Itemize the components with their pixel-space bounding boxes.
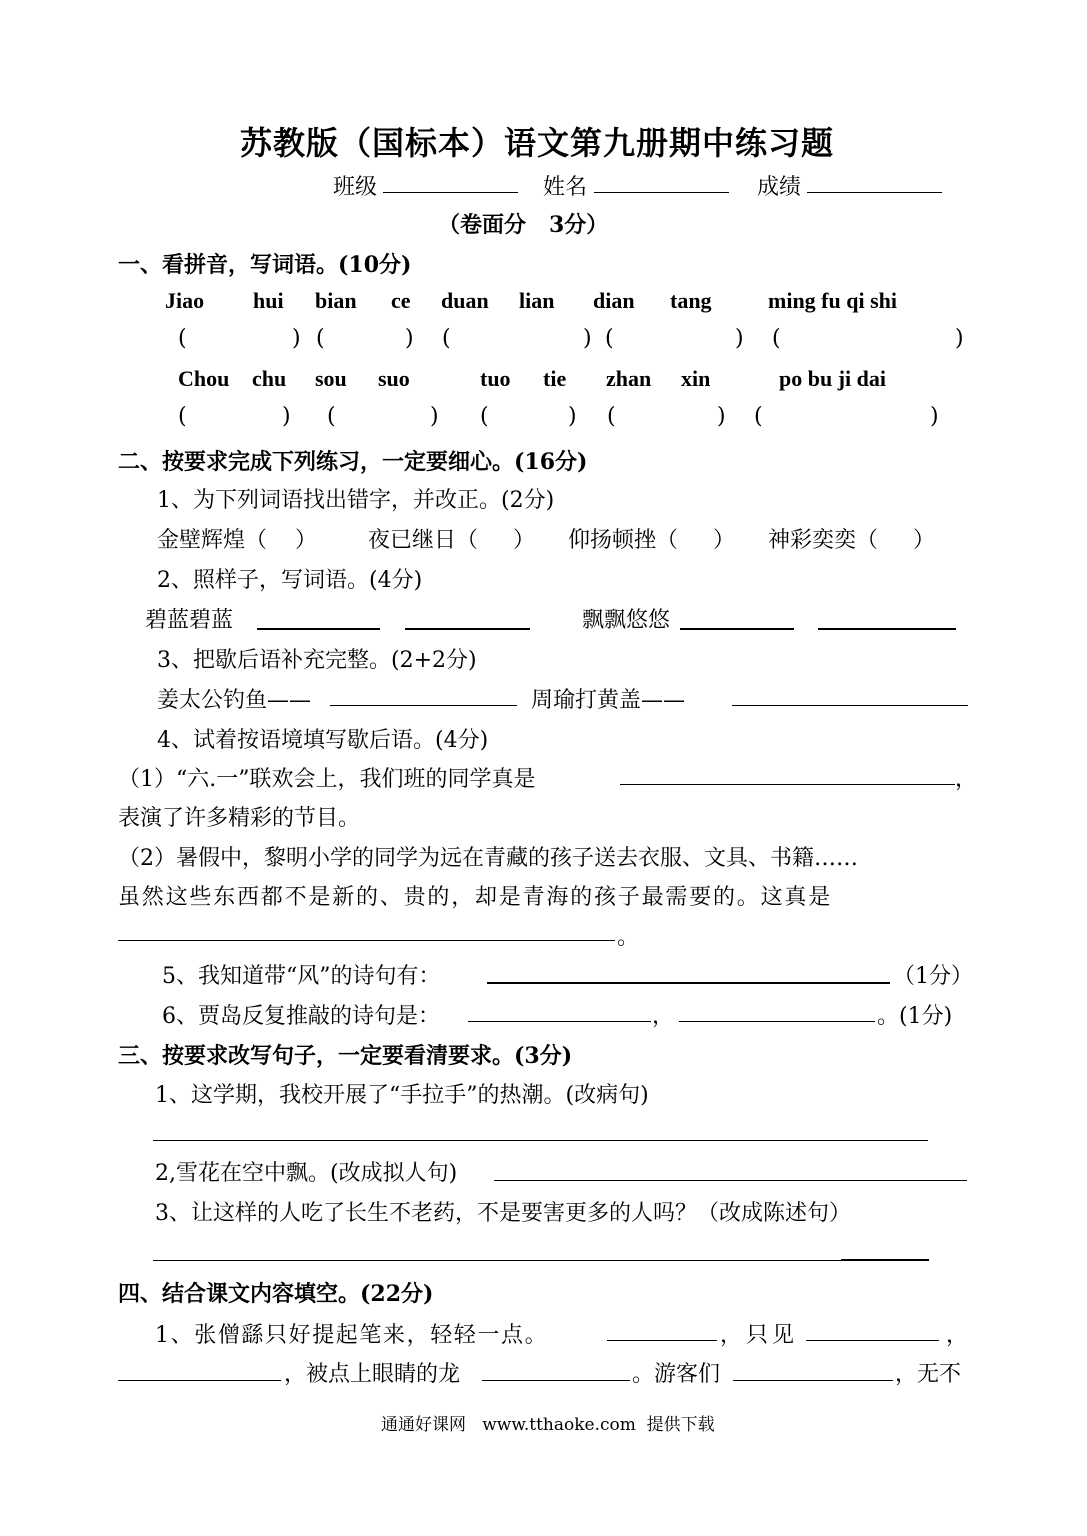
context-2-end: 。	[617, 925, 640, 950]
answer-paren-close: )	[717, 404, 726, 429]
answer-blank[interactable]	[482, 1380, 630, 1381]
question-2-5: 5、我知道带“风”的诗句有：	[162, 964, 441, 989]
fill-text: ，只见	[720, 1323, 799, 1348]
context-1-comma: ，	[955, 767, 978, 792]
answer-line[interactable]	[153, 1260, 841, 1261]
answer-blank[interactable]	[806, 1340, 939, 1341]
question-2-6: 6、贾岛反复推敲的诗句是：	[162, 1004, 440, 1029]
answer-paren-open: (	[178, 404, 187, 429]
fill-text: 1、张僧繇只好提起笔来，轻轻一点。	[155, 1323, 549, 1348]
pinyin-item: Jiao	[165, 288, 205, 313]
answer-paren-open: (	[442, 326, 451, 351]
question-2-6-end: 。(1分)	[877, 1004, 953, 1029]
example-word: 碧蓝碧蓝	[145, 608, 234, 633]
answer-paren-close: )	[735, 326, 744, 351]
section-2-heading: 二、按要求完成下列练习，一定要细心。(16分)	[118, 449, 588, 475]
page-footer: 通通好课网 www.tthaoke.com 提供下载	[381, 1415, 715, 1435]
pinyin-item: zhan	[606, 366, 652, 391]
answer-line[interactable]	[841, 1259, 929, 1261]
question-3-2: 2,雪花在空中飘。(改成拟人句)	[155, 1161, 458, 1186]
pinyin-item: tuo	[480, 366, 511, 391]
answer-blank[interactable]	[487, 982, 890, 984]
answer-blank[interactable]	[118, 940, 615, 941]
answer-paren-open: (	[178, 326, 187, 351]
answer-blank[interactable]	[733, 1380, 893, 1381]
example-word: 飘飘悠悠	[582, 608, 671, 633]
answer-paren-close: )	[930, 404, 939, 429]
pinyin-item: lian	[519, 288, 555, 313]
pinyin-item: sou	[315, 366, 347, 391]
question-2-6-comma: ，	[652, 1004, 675, 1029]
xiehouyu-b: 周瑜打黄盖——	[531, 688, 686, 713]
pinyin-item: duan	[441, 288, 489, 313]
fill-text: ，被点上眼睛的龙	[284, 1362, 461, 1387]
fill-text: ，	[946, 1323, 969, 1348]
answer-blank[interactable]	[680, 628, 794, 630]
pinyin-item: suo	[378, 366, 410, 391]
answer-paren-open: (	[316, 326, 325, 351]
pinyin-item: Chou	[178, 366, 230, 391]
score-field-blank[interactable]	[807, 192, 942, 193]
pinyin-item: dian	[593, 288, 635, 313]
section-4-heading: 四、结合课文内容填空。(22分)	[118, 1281, 434, 1307]
answer-blank[interactable]	[732, 705, 968, 706]
answer-blank[interactable]	[330, 705, 517, 706]
pinyin-item: hui	[253, 288, 284, 313]
section-1-heading: 一、看拼音，写词语。(10分)	[118, 252, 412, 278]
question-2-4: 4、试着按语境填写歇后语。(4分)	[157, 728, 489, 753]
question-2-3: 3、把歇后语补充完整。(2+2分)	[157, 648, 477, 673]
typo-item: 神彩奕奕（ ）	[768, 528, 935, 553]
question-3-3: 3、让这样的人吃了长生不老药，不是要害更多的人吗？（改成陈述句）	[155, 1201, 851, 1226]
answer-paren-close: )	[282, 404, 291, 429]
section-3-heading: 三、按要求改写句子，一定要看清要求。(3分)	[118, 1043, 573, 1069]
pinyin-item: ce	[391, 288, 411, 313]
fill-text: ，无不	[895, 1362, 962, 1387]
answer-paren-close: )	[955, 326, 964, 351]
context-1-text-cont: 表演了许多精彩的节目。	[118, 806, 361, 831]
answer-paren-close: )	[430, 404, 439, 429]
pinyin-item: ming fu qi shi	[768, 288, 897, 313]
answer-paren-close: )	[292, 326, 301, 351]
neatness-score: （卷面分 3分）	[438, 212, 609, 238]
pinyin-item: po bu ji dai	[779, 366, 886, 391]
page-title: 苏教版（国标本）语文第九册期中练习题	[240, 124, 835, 162]
answer-paren-open: (	[480, 404, 489, 429]
score-field-label: 成绩	[757, 175, 802, 200]
answer-blank[interactable]	[818, 628, 956, 630]
answer-blank[interactable]	[620, 784, 955, 785]
name-field-label: 姓名	[543, 175, 588, 200]
question-3-1: 1、这学期，我校开展了“手拉手”的热潮。(改病句)	[155, 1083, 649, 1108]
answer-paren-close: )	[583, 326, 592, 351]
answer-paren-open: (	[754, 404, 763, 429]
pinyin-item: tie	[543, 366, 567, 391]
question-2-1: 1、为下列词语找出错字，并改正。(2分)	[157, 488, 555, 513]
pinyin-item: chu	[252, 366, 287, 391]
answer-blank[interactable]	[468, 1021, 651, 1022]
question-2-2: 2、照样子，写词语。(4分)	[157, 568, 423, 593]
context-2-text-cont: 虽然这些东西都不是新的、贵的，却是青海的孩子最需要的。这真是	[118, 885, 833, 910]
pinyin-item: bian	[315, 288, 357, 313]
answer-line[interactable]	[153, 1140, 928, 1141]
class-field-label: 班级	[333, 175, 378, 200]
context-1-text: （1）“六.一”联欢会上，我们班的同学真是	[118, 767, 536, 792]
fill-text: 。游客们	[632, 1362, 721, 1387]
typo-item: 仰扬顿挫（ ）	[568, 528, 735, 553]
answer-paren-open: (	[605, 326, 614, 351]
pinyin-item: tang	[670, 288, 712, 313]
name-field-blank[interactable]	[594, 192, 729, 193]
answer-blank[interactable]	[118, 1380, 281, 1381]
answer-blank[interactable]	[257, 628, 380, 630]
answer-paren-open: (	[607, 404, 616, 429]
answer-blank[interactable]	[405, 628, 530, 630]
typo-item: 金壁辉煌（ ）	[157, 528, 317, 553]
answer-paren-close: )	[568, 404, 577, 429]
typo-item: 夜已继日（ ）	[368, 528, 535, 553]
class-field-blank[interactable]	[383, 192, 518, 193]
question-2-5-score: （1分）	[893, 964, 973, 989]
answer-blank[interactable]	[607, 1340, 717, 1341]
context-2-text: （2）暑假中，黎明小学的同学为远在青藏的孩子送去衣服、文具、书籍……	[118, 846, 858, 871]
answer-paren-close: )	[405, 326, 414, 351]
pinyin-item: xin	[681, 366, 711, 391]
answer-paren-open: (	[772, 326, 781, 351]
answer-blank[interactable]	[679, 1021, 875, 1022]
answer-paren-open: (	[327, 404, 336, 429]
xiehouyu-a: 姜太公钓鱼——	[157, 688, 312, 713]
answer-line[interactable]	[494, 1180, 967, 1181]
